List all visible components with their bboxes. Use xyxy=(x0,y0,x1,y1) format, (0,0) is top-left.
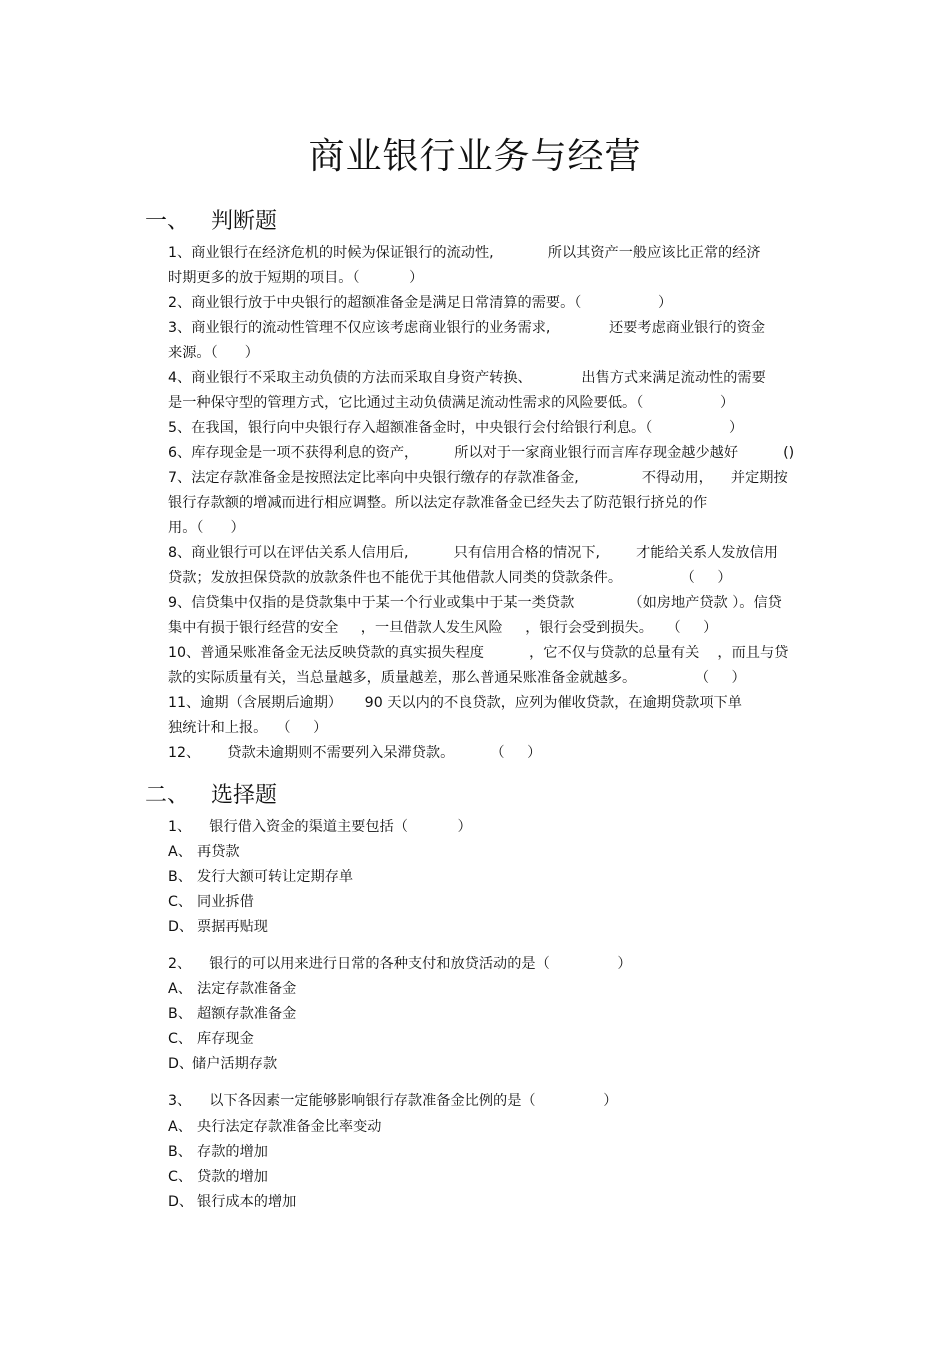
option-text: 央行法定存款准备金比率变动 xyxy=(197,1119,382,1135)
question-line: 1、商业银行在经济危机的时候为保证银行的流动性, 所以其资产一般应该比正常的经济 xyxy=(168,245,761,261)
option-c xyxy=(168,1168,268,1186)
option-b xyxy=(168,868,353,886)
question-line: 3、商业银行的流动性管理不仅应该考虑商业银行的业务需求, 还要考虑商业银行的资金 xyxy=(168,320,766,336)
question-stem: 3、 以下各因素一定能够影响银行存款准备金比例的是（ ） xyxy=(168,1093,618,1109)
option-c xyxy=(168,893,254,911)
option-text: 贷款的增加 xyxy=(197,1169,268,1185)
question-line: 9、信贷集中仅指的是贷款集中于某一个行业或集中于某一类贷款 （如房地产贷款 ）。信贷 xyxy=(168,595,782,611)
question-line: 时期更多的放于短期的项目。（ ） xyxy=(168,270,424,286)
option-letter: C、 xyxy=(168,1031,193,1047)
option-d xyxy=(168,918,268,936)
question-line: 银行存款额的增减而进行相应调整。所以法定存款准备金已经失去了防范银行挤兑的作 xyxy=(168,495,708,511)
section-heading-judgment xyxy=(0,204,950,244)
question-line: 集中有损于银行经营的安全 ，一旦借款人发生风险 ，银行会受到损失。 （ ） xyxy=(168,620,718,636)
option-d xyxy=(168,1055,277,1073)
option-letter: D、 xyxy=(168,1056,194,1072)
option-letter: A、 xyxy=(168,981,192,997)
option-letter: B、 xyxy=(168,869,192,885)
question-line: 12、 贷款未逾期则不需要列入呆滞贷款。 （ ） xyxy=(168,745,542,761)
option-c xyxy=(168,1030,254,1048)
option-letter: A、 xyxy=(168,844,192,860)
question-stem: 2、 银行的可以用来进行日常的各种支付和放贷活动的是（ ） xyxy=(168,956,632,972)
option-text: 再贷款 xyxy=(197,844,240,860)
option-text: 银行成本的增加 xyxy=(197,1194,297,1210)
option-text: 超额存款准备金 xyxy=(197,1006,297,1022)
question-line: 11、逾期（含展期后逾期） 90 天以内的不良贷款，应列为催收贷款，在逾期贷款项下单 xyxy=(168,695,742,711)
option-text: 储户活期存款 xyxy=(192,1056,278,1072)
option-letter: B、 xyxy=(168,1006,192,1022)
option-text: 存款的增加 xyxy=(197,1144,268,1160)
question-line: 6、库存现金是一项不获得利息的资产， 所以对于一家商业银行而言库存现金越少越好 () xyxy=(168,445,795,461)
document-title: 商业银行业务与经营 xyxy=(308,136,642,177)
question-line: 10、普通呆账准备金无法反映贷款的真实损失程度 ，它不仅与贷款的总量有关 ，而且与贷 xyxy=(168,645,789,661)
option-letter: B、 xyxy=(168,1144,192,1160)
option-letter: C、 xyxy=(168,894,193,910)
option-b xyxy=(168,1143,268,1161)
question-line: 款的实际质量有关，当总量越多，质量越差，那么普通呆账准备金就越多。 （ ） xyxy=(168,670,746,686)
question-line: 是一种保守型的管理方式，它比通过主动负债满足流动性需求的风险要低。（ ） xyxy=(168,395,735,411)
option-letter: C、 xyxy=(168,1169,193,1185)
question-line: 独统计和上报。 （ ） xyxy=(168,720,328,736)
section-heading-choice xyxy=(0,778,950,818)
section-number: 二、 xyxy=(145,783,190,808)
question-line: 用。（ ） xyxy=(168,520,245,536)
question-line: 8、商业银行可以在评估关系人信用后, 只有信用合格的情况下, 才能给关系人发放信用 xyxy=(168,545,778,561)
question-line: 来源。（ ） xyxy=(168,345,259,361)
section-number: 一、 xyxy=(145,209,190,234)
option-a xyxy=(168,1118,381,1136)
section-title: 选择题 xyxy=(211,783,278,808)
question-line: 7、法定存款准备金是按照法定比率向中央银行缴存的存款准备金, 不得动用， 并定期按 xyxy=(168,470,788,486)
option-letter: D、 xyxy=(168,1194,194,1210)
option-a xyxy=(168,843,240,861)
option-text: 法定存款准备金 xyxy=(197,981,297,997)
option-letter: D、 xyxy=(168,919,194,935)
option-text: 库存现金 xyxy=(197,1031,254,1047)
question-line: 4、商业银行不采取主动负债的方法而采取自身资产转换、 出售方式来满足流动性的需要 xyxy=(168,370,766,386)
option-text: 票据再贴现 xyxy=(197,919,268,935)
option-letter: A、 xyxy=(168,1119,192,1135)
section-title: 判断题 xyxy=(211,209,278,234)
question-line: 2、商业银行放于中央银行的超额准备金是满足日常清算的需要。（ ） xyxy=(168,295,673,311)
option-b xyxy=(168,1005,296,1023)
question-stem: 1、 银行借入资金的渠道主要包括（ ） xyxy=(168,819,472,835)
option-text: 同业拆借 xyxy=(197,894,254,910)
question-line: 贷款；发放担保贷款的放款条件也不能优于其他借款人同类的贷款条件。 （ ） xyxy=(168,570,732,586)
question-line: 5、在我国，银行向中央银行存入超额准备金时，中央银行会付给银行利息。（ ） xyxy=(168,420,744,436)
option-a xyxy=(168,980,296,998)
option-d xyxy=(168,1193,296,1211)
option-text: 发行大额可转让定期存单 xyxy=(197,869,354,885)
